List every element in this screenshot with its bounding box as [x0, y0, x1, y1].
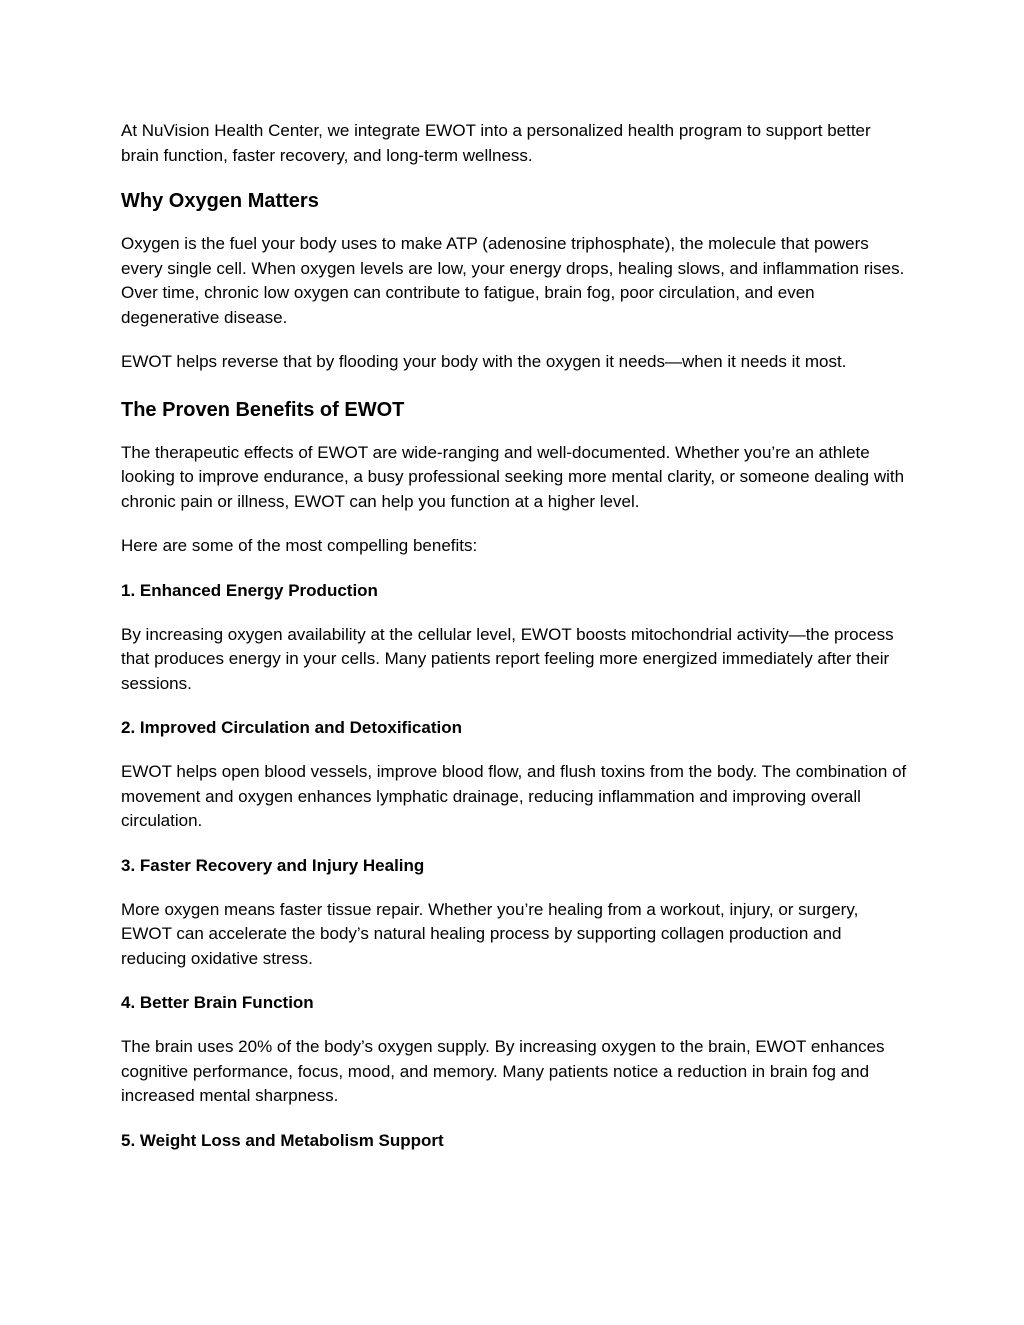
benefit-text: EWOT helps open blood vessels, improve blood flow, and flush toxins from the body. The combination of movement and oxygen enhances lymphatic drainage, reducing inflammation and improving overall circulation. [121, 762, 907, 830]
why-oxygen-paragraph: Oxygen is the fuel your body uses to make ATP (adenosine triphosphate), the molecule that powers every single cell. When oxygen levels are low, your energy drops, healing slows, and inflammation rises. Over time, chronic low oxygen can contribute to fatigue, brain fog, poor circulation, and even degenerative disease. [121, 234, 905, 327]
benefit-title: 3. Faster Recovery and Injury Healing [121, 855, 425, 875]
why-oxygen-paragraph: EWOT helps reverse that by flooding your body with the oxygen it needs—when it needs it most. [121, 352, 847, 371]
benefit-title: 1. Enhanced Energy Production [121, 580, 378, 600]
benefits-heading: The Proven Benefits of EWOT [121, 398, 405, 421]
benefit-title: 2. Improved Circulation and Detoxification [121, 718, 462, 737]
benefit-text: The brain uses 20% of the body’s oxygen supply. By increasing oxygen to the brain, EWOT enhances cognitive performance, focus, mood, and memory. Many patients notice a reduction in brain fog and increased mental sharpness. [121, 1037, 885, 1105]
intro-paragraph: At NuVision Health Center, we integrate EWOT into a personalized health program to support better brain function, faster recovery, and long-term wellness. [121, 121, 871, 165]
benefits-lead-paragraph: Here are some of the most compelling benefits: [121, 536, 478, 555]
benefit-title: 4. Better Brain Function [121, 993, 314, 1012]
benefits-intro-paragraph: The therapeutic effects of EWOT are wide-ranging and well-documented. Whether you’re an athlete looking to improve endurance, a busy professional seeking more mental clarity, or someone dealing with chronic pain or illness, EWOT can help you function at a higher level. [121, 442, 905, 511]
benefit-text: More oxygen means faster tissue repair. Whether you’re healing from a workout, injury, or surgery, EWOT can accelerate the body’s natural healing process by supporting collagen production and reducing oxidative stress. [121, 899, 859, 968]
document-body [121, 119, 911, 1153]
why-oxygen-heading: Why Oxygen Matters [121, 190, 319, 212]
benefit-title: 5. Weight Loss and Metabolism Support [121, 1130, 444, 1150]
benefit-text: By increasing oxygen availability at the cellular level, EWOT boosts mitochondrial activity—the process that produces energy in your cells. Many patients report feeling more energized immediately after their sessions. [121, 624, 894, 693]
